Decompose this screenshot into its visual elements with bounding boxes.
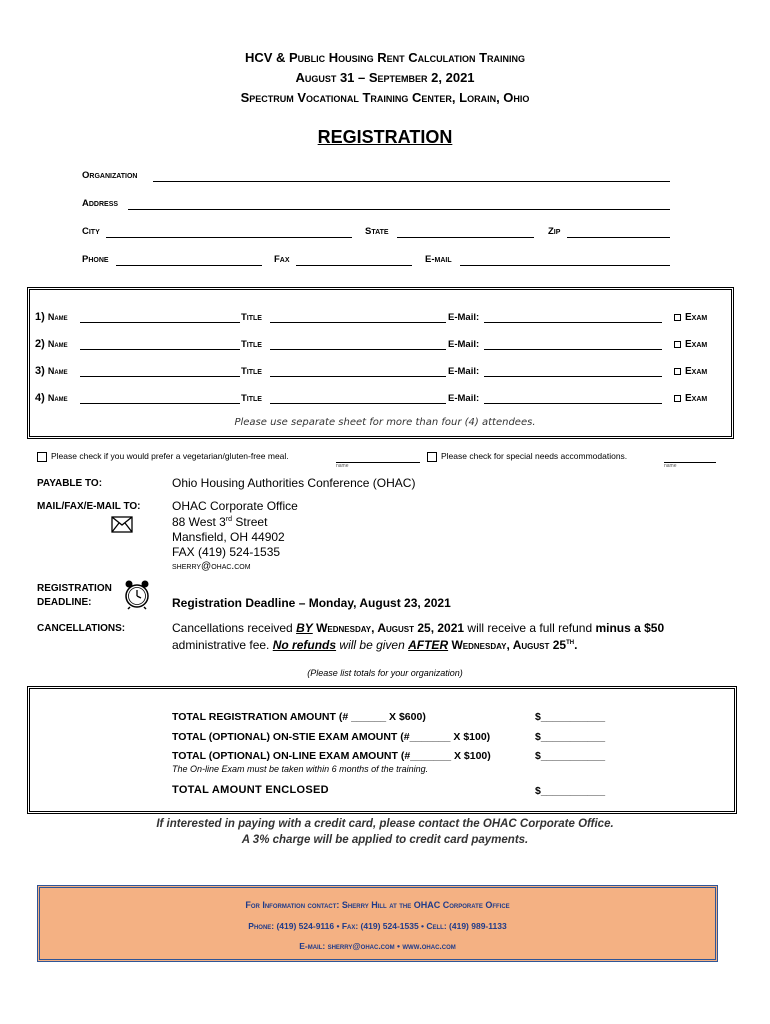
attendee-1-title-field[interactable]	[270, 322, 446, 323]
special-needs-checkbox[interactable]: Please check for special needs accommodations.	[427, 451, 627, 462]
attendee-1-email-field[interactable]	[484, 322, 662, 323]
total-onsite-exam-field[interactable]: $___________	[535, 731, 606, 743]
attendee-1-exam-checkbox[interactable]: Exam	[674, 312, 707, 323]
attendee-1-email-label: E-Mail:	[448, 312, 480, 323]
attendee-1-title-label: Title	[241, 312, 262, 323]
header-line-1: HCV & Public Housing Rent Calculation Training	[244, 50, 526, 65]
attendee-row-3: 3) Name	[35, 365, 68, 377]
special-name-hint: name	[664, 463, 677, 469]
total-online-exam-label: TOTAL (OPTIONAL) ON-LINE EXAM AMOUNT (#_______ X $100)	[172, 750, 491, 762]
attendee-4-title-field[interactable]	[270, 403, 446, 404]
attendee-3-title-label: Title	[241, 366, 262, 377]
total-registration-label: TOTAL REGISTRATION AMOUNT (# ______ X $600)	[172, 711, 426, 723]
attendee-3-name-field[interactable]	[80, 376, 240, 377]
cancellations-text: Cancellations received BY Wednesday, August 25, 2021 will receive a full refund minus a $50 administrative fee. No refunds will be given AFTER Wednesday, August 25TH.	[172, 621, 665, 652]
checkbox-icon	[427, 452, 437, 462]
mail-line-4: FAX (419) 524-1535	[172, 545, 281, 559]
attendee-row-4: 4) Name	[35, 392, 68, 404]
attendee-2-name-field[interactable]	[80, 349, 240, 350]
contact-line-3: E-mail: sherry@ohac.com • www.ohac.com	[299, 941, 456, 951]
attendee-2-title-label: Title	[241, 339, 262, 350]
attendee-2-title-field[interactable]	[270, 349, 446, 350]
attendee-4-email-label: E-Mail:	[448, 393, 480, 404]
attendee-3-title-field[interactable]	[270, 376, 446, 377]
mail-line-3: Mansfield, OH 44902	[172, 530, 285, 544]
phone-field[interactable]	[116, 265, 262, 266]
total-enclosed-field[interactable]: $___________	[535, 785, 606, 797]
cancellations-label: CANCELLATIONS:	[37, 623, 126, 634]
alarm-clock-icon	[121, 578, 153, 615]
attendee-3-email-field[interactable]	[484, 376, 662, 377]
attendee-4-title-label: Title	[241, 393, 262, 404]
total-registration-field[interactable]: $___________	[535, 711, 606, 723]
checkbox-icon	[37, 452, 47, 462]
fax-field[interactable]	[296, 265, 412, 266]
attendee-1-name-field[interactable]	[80, 322, 240, 323]
header-line-3: Spectrum Vocational Training Center, Lorain, Ohio	[240, 90, 530, 105]
address-label: Address	[82, 198, 119, 209]
address-field[interactable]	[128, 209, 670, 210]
contact-email-link[interactable]: sherry@ohac.com	[327, 941, 395, 951]
credit-card-note-1: If interested in paying with a credit card, please contact the OHAC Corporate Office.	[156, 818, 614, 830]
contact-info-box	[37, 885, 718, 962]
state-label: State	[365, 226, 389, 237]
mail-email-link[interactable]: sherry@ohac.com	[172, 561, 251, 572]
zip-label: Zip	[548, 226, 561, 237]
attendee-name-label: Name	[47, 393, 68, 403]
attendee-4-exam-checkbox[interactable]: Exam	[674, 393, 707, 404]
contact-line-1: For Information contact: Sherry Hill at the OHAC Corporate Office	[245, 900, 510, 910]
organization-label: Organization	[82, 170, 138, 181]
total-onsite-exam-label: TOTAL (OPTIONAL) ON-STIE EXAM AMOUNT (#_______ X $100)	[172, 731, 491, 743]
attendee-3-exam-checkbox[interactable]: Exam	[674, 366, 707, 377]
state-field[interactable]	[397, 237, 534, 238]
payable-value: Ohio Housing Authorities Conference (OHAC)	[172, 476, 416, 490]
organization-field[interactable]	[153, 181, 670, 182]
totals-note: (Please list totals for your organization)	[307, 668, 463, 678]
payable-label: PAYABLE TO:	[37, 478, 103, 489]
attendee-name-label: Name	[47, 339, 68, 349]
attendee-2-email-field[interactable]	[484, 349, 662, 350]
email-field[interactable]	[460, 265, 670, 266]
attendee-name-label: Name	[47, 312, 68, 322]
registration-title: REGISTRATION	[317, 127, 453, 147]
deadline-value: Registration Deadline – Monday, August 23, 2021	[172, 596, 451, 610]
mail-line-2: 88 West 3rd Street	[172, 515, 268, 529]
attendee-4-email-field[interactable]	[484, 403, 662, 404]
deadline-label-1: REGISTRATION	[37, 583, 112, 594]
attendee-note: Please use separate sheet for more than four (4) attendees.	[234, 417, 536, 428]
city-label: City	[82, 226, 100, 237]
contact-line-2: Phone: (419) 524-9116 • Fax: (419) 524-1535 • Cell: (419) 989-1133	[248, 921, 507, 931]
attendee-4-name-field[interactable]	[80, 403, 240, 404]
phone-label: Phone	[82, 254, 109, 265]
credit-card-note-2: A 3% charge will be applied to credit card payments.	[241, 834, 529, 846]
mail-line-1: OHAC Corporate Office	[172, 499, 298, 513]
attendee-2-email-label: E-Mail:	[448, 339, 480, 350]
attendee-row-1: 1) Name	[35, 311, 68, 323]
envelope-icon	[111, 516, 133, 538]
attendee-3-email-label: E-Mail:	[448, 366, 480, 377]
attendee-2-exam-checkbox[interactable]: Exam	[674, 339, 707, 350]
mail-label: MAIL/FAX/E-MAIL TO:	[37, 501, 141, 512]
city-field[interactable]	[106, 237, 352, 238]
online-exam-note: The On-line Exam must be taken within 6 months of the training.	[172, 764, 429, 774]
total-enclosed-label: TOTAL AMOUNT ENCLOSED	[172, 784, 329, 796]
zip-field[interactable]	[567, 237, 670, 238]
attendee-row-2: 2) Name	[35, 338, 68, 350]
veg-meal-checkbox[interactable]: Please check if you would prefer a vegetarian/gluten-free meal.	[37, 451, 289, 462]
deadline-label-2: DEADLINE:	[37, 597, 92, 608]
contact-website-link[interactable]: • www.ohac.com	[394, 941, 456, 951]
total-online-exam-field[interactable]: $___________	[535, 750, 606, 762]
veg-name-hint: name	[336, 463, 349, 469]
fax-label: Fax	[274, 254, 290, 265]
attendee-name-label: Name	[47, 366, 68, 376]
email-label: E-mail	[425, 254, 452, 265]
header-line-2: August 31 – September 2, 2021	[295, 70, 475, 85]
